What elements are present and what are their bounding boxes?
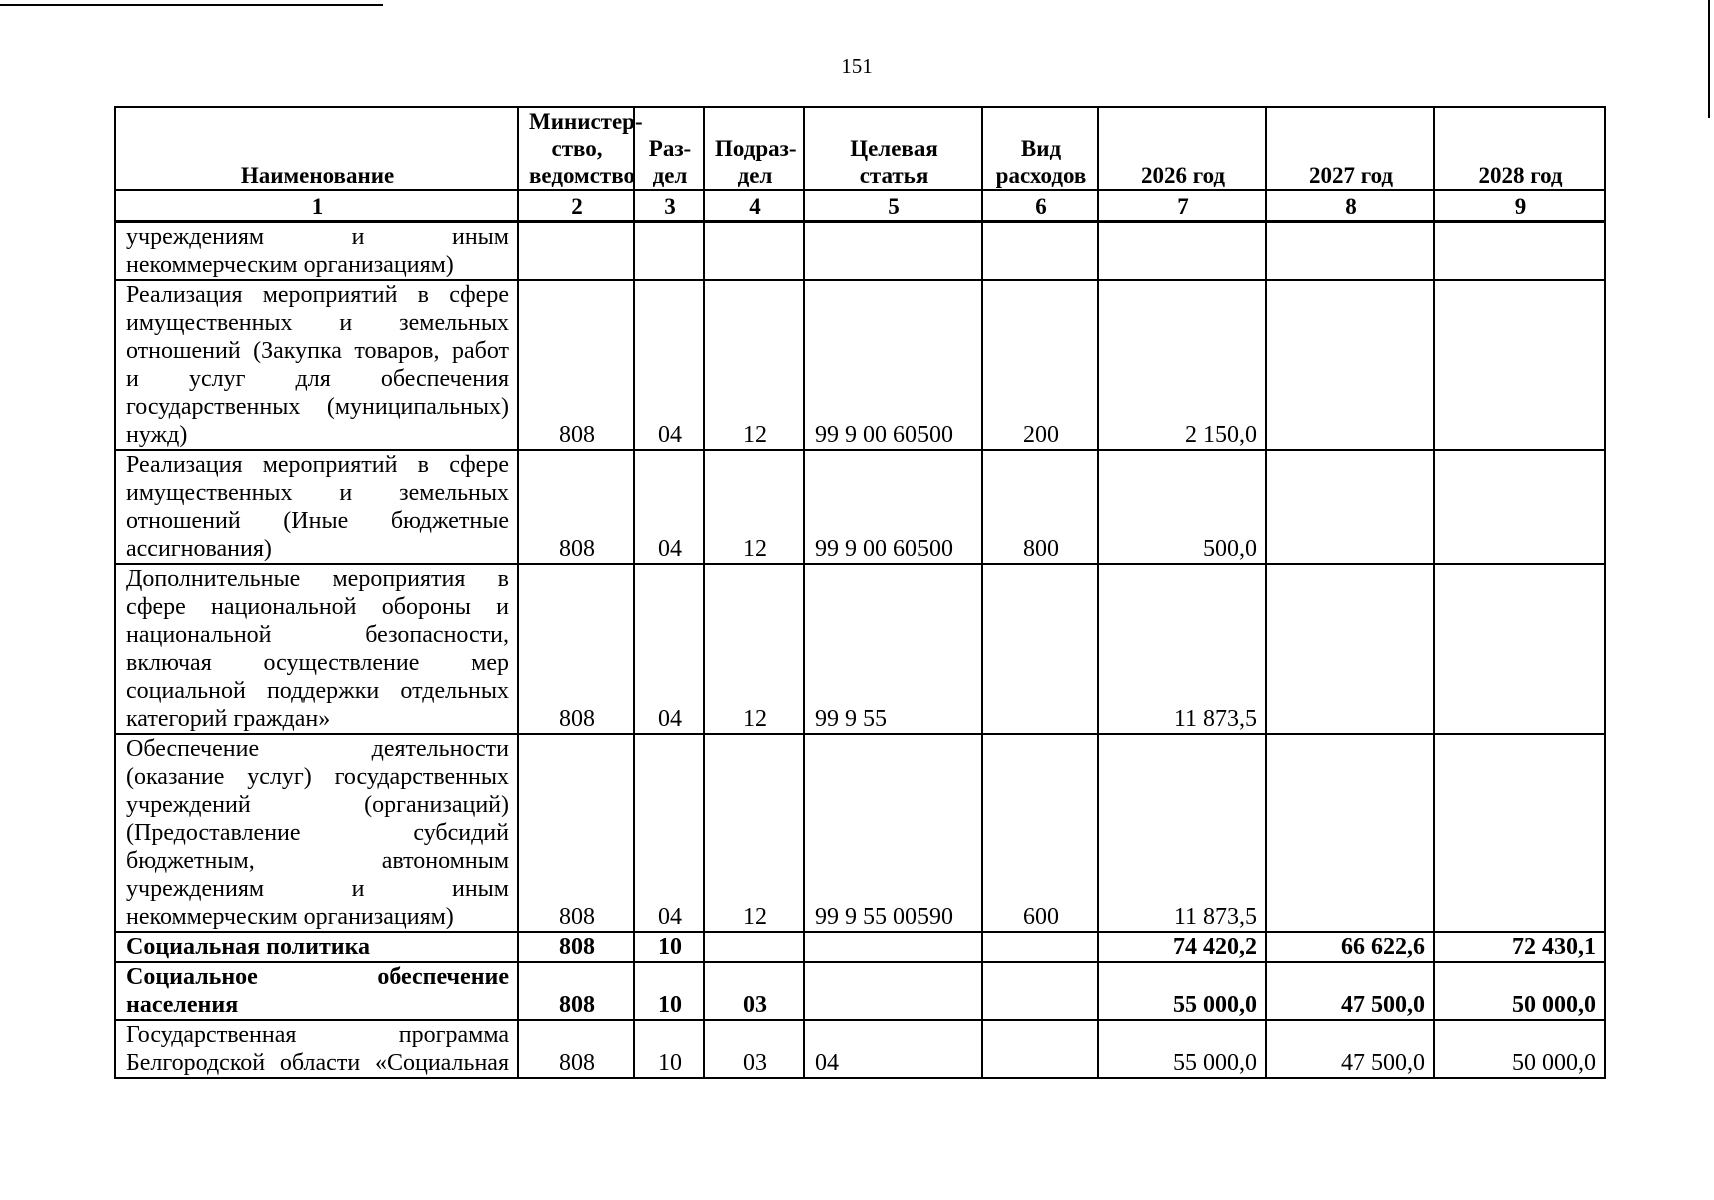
target-article-cell xyxy=(804,222,982,281)
amount-2026-cell: 74 420,2 xyxy=(1098,932,1266,962)
header-row xyxy=(115,107,1605,190)
section-cell: 04 xyxy=(634,734,704,932)
subsection-cell: 03 xyxy=(704,1020,804,1078)
subsection-cell: 12 xyxy=(704,280,804,450)
amount-2028-cell xyxy=(1434,280,1605,450)
expense-type-cell xyxy=(982,222,1098,281)
name-cell xyxy=(115,222,518,281)
amount-2028-cell xyxy=(1434,564,1605,734)
subsection-cell xyxy=(704,222,804,281)
subsection-cell: 12 xyxy=(704,564,804,734)
amount-2027-cell: 66 622,6 xyxy=(1266,932,1434,962)
table-row xyxy=(115,734,1605,932)
table-row xyxy=(115,1020,1605,1078)
header-line: 2028 год xyxy=(1478,163,1563,188)
header-cell xyxy=(518,107,643,190)
expense-type-cell: 200 xyxy=(982,280,1098,450)
name-line: имущественных и земельных xyxy=(126,480,509,506)
name-line: имущественных и земельных xyxy=(126,310,509,336)
column-number-row xyxy=(115,190,1605,222)
top-rule xyxy=(0,4,383,6)
name-cell xyxy=(115,734,518,932)
header-cell xyxy=(1434,107,1605,190)
header-line: дел xyxy=(652,163,688,188)
subsection-cell: 12 xyxy=(704,450,804,564)
table-body xyxy=(115,222,1605,1079)
name-line: отношений (Закупка товаров, работ xyxy=(126,338,509,364)
section-cell: 10 xyxy=(634,1020,704,1078)
amount-2027-cell xyxy=(1266,564,1434,734)
header-line: 2026 год xyxy=(1140,163,1226,188)
header-line: Вид xyxy=(1020,136,1062,161)
target-article-cell: 99 9 00 60500 xyxy=(804,280,982,450)
target-article-cell: 99 9 55 xyxy=(804,564,982,734)
table-row xyxy=(115,450,1605,564)
target-article-cell: 04 xyxy=(804,1020,982,1078)
section-cell: 04 xyxy=(634,280,704,450)
section-cell: 10 xyxy=(634,962,704,1020)
amount-2026-cell: 11 873,5 xyxy=(1098,564,1266,734)
header-line: Подраз- xyxy=(715,136,797,161)
section-cell: 10 xyxy=(634,932,704,962)
column-number-cell: 8 xyxy=(1266,190,1434,222)
name-line: бюджетным, автономным xyxy=(126,848,509,874)
amount-2026-cell: 500,0 xyxy=(1098,450,1266,564)
header-cell xyxy=(704,107,804,190)
name-cell xyxy=(115,280,518,450)
name-line: ассигнования) xyxy=(126,536,272,562)
name-cell xyxy=(115,932,518,962)
name-cell xyxy=(115,450,518,564)
name-line: учреждениям и иным xyxy=(126,224,509,250)
name-cell xyxy=(115,962,518,1020)
header-cell xyxy=(115,107,518,190)
column-number-cell: 5 xyxy=(804,190,982,222)
name-line: некоммерческим организациям) xyxy=(126,252,454,278)
name-cell xyxy=(115,564,518,734)
name-cell xyxy=(115,1020,518,1078)
ministry-cell: 808 xyxy=(518,280,634,450)
ministry-cell: 808 xyxy=(518,1020,634,1078)
ministry-cell: 808 xyxy=(518,564,634,734)
table-row xyxy=(115,222,1605,281)
column-number-cell: 3 xyxy=(634,190,704,222)
amount-2028-cell xyxy=(1434,734,1605,932)
column-number-cell: 7 xyxy=(1098,190,1266,222)
table-header xyxy=(115,107,1605,222)
name-line: населения xyxy=(126,992,239,1018)
target-article-cell xyxy=(804,962,982,1020)
name-line: категорий граждан» xyxy=(126,706,331,732)
name-line: Обеспечение деятельности xyxy=(126,736,509,762)
header-cell xyxy=(634,107,704,190)
name-line: Государственная программа xyxy=(126,1022,509,1048)
section-cell: 04 xyxy=(634,564,704,734)
name-line: и услуг для обеспечения xyxy=(126,366,509,392)
column-number-cell: 9 xyxy=(1434,190,1605,222)
amount-2028-cell xyxy=(1434,450,1605,564)
name-line: (Предоставление субсидий xyxy=(126,820,509,846)
header-line: Министер- xyxy=(529,109,643,134)
expense-type-cell: 800 xyxy=(982,450,1098,564)
subsection-cell: 03 xyxy=(704,962,804,1020)
name-line: некоммерческим организациям) xyxy=(126,904,454,930)
header-cell xyxy=(982,107,1098,190)
table-row xyxy=(115,564,1605,734)
header-line: статья xyxy=(859,163,929,188)
name-line: государственных (муниципальных) xyxy=(126,394,509,420)
table-row xyxy=(115,932,1605,962)
target-article-cell: 99 9 55 00590 xyxy=(804,734,982,932)
ministry-cell: 808 xyxy=(518,932,634,962)
name-line: национальной безопасности, xyxy=(126,622,509,648)
name-line: (оказание услуг) государственных xyxy=(126,764,509,790)
name-line: Белгородской области «Социальная xyxy=(126,1050,509,1076)
amount-2026-cell: 55 000,0 xyxy=(1098,1020,1266,1078)
amount-2028-cell: 72 430,1 xyxy=(1434,932,1605,962)
ministry-cell: 808 xyxy=(518,734,634,932)
name-line: Реализация мероприятий в сфере xyxy=(126,452,509,478)
table-row xyxy=(115,280,1605,450)
name-line: Социальная политика xyxy=(126,934,371,960)
amount-2027-cell: 47 500,0 xyxy=(1266,1020,1434,1078)
name-line: отношений (Иные бюджетные xyxy=(126,508,509,534)
amount-2027-cell: 47 500,0 xyxy=(1266,962,1434,1020)
amount-2027-cell xyxy=(1266,450,1434,564)
subsection-cell: 12 xyxy=(704,734,804,932)
name-line: включая осуществление мер xyxy=(126,650,509,676)
ministry-cell: 808 xyxy=(518,962,634,1020)
name-line: нужд) xyxy=(126,422,188,448)
expense-type-cell xyxy=(982,932,1098,962)
amount-2026-cell: 11 873,5 xyxy=(1098,734,1266,932)
name-line: сфере национальной обороны и xyxy=(126,594,509,620)
subsection-cell xyxy=(704,932,804,962)
amount-2028-cell: 50 000,0 xyxy=(1434,1020,1605,1078)
header-line: дел xyxy=(737,163,773,188)
expense-type-cell xyxy=(982,962,1098,1020)
expense-type-cell xyxy=(982,1020,1098,1078)
amount-2027-cell xyxy=(1266,222,1434,281)
header-line: ведомство xyxy=(529,163,635,188)
expense-type-cell xyxy=(982,564,1098,734)
table-row xyxy=(115,962,1605,1020)
amount-2027-cell xyxy=(1266,734,1434,932)
column-number-cell: 4 xyxy=(704,190,804,222)
amount-2026-cell xyxy=(1098,222,1266,281)
header-line: Целевая xyxy=(850,136,938,161)
header-cell xyxy=(804,107,982,190)
name-line: учреждениям и иным xyxy=(126,876,509,902)
name-line: учреждений (организаций) xyxy=(126,792,509,818)
header-cell xyxy=(1266,107,1434,190)
ministry-cell: 808 xyxy=(518,450,634,564)
column-number-cell: 6 xyxy=(982,190,1098,222)
name-line: социальной поддержки отдельных xyxy=(126,678,509,704)
amount-2028-cell: 50 000,0 xyxy=(1434,962,1605,1020)
section-cell xyxy=(634,222,704,281)
header-line: Наименование xyxy=(240,163,395,188)
expense-type-cell: 600 xyxy=(982,734,1098,932)
column-number-cell: 2 xyxy=(518,190,634,222)
amount-2026-cell: 2 150,0 xyxy=(1098,280,1266,450)
name-line: Реализация мероприятий в сфере xyxy=(126,282,509,308)
header-line: расходов xyxy=(995,163,1087,188)
header-cell xyxy=(1098,107,1266,190)
amount-2026-cell: 55 000,0 xyxy=(1098,962,1266,1020)
target-article-cell xyxy=(804,932,982,962)
section-cell: 04 xyxy=(634,450,704,564)
budget-table xyxy=(114,106,1606,1079)
amount-2027-cell xyxy=(1266,280,1434,450)
header-line: Раз- xyxy=(648,136,692,161)
name-line: Социальное обеспечение xyxy=(126,964,509,990)
page-number: 151 xyxy=(841,54,873,78)
column-number-cell: 1 xyxy=(115,190,518,222)
header-line: ство, xyxy=(551,136,603,161)
name-line: Дополнительные мероприятия в xyxy=(126,566,509,592)
header-line: 2027 год xyxy=(1308,163,1394,188)
ministry-cell xyxy=(518,222,634,281)
amount-2028-cell xyxy=(1434,222,1605,281)
target-article-cell: 99 9 00 60500 xyxy=(804,450,982,564)
